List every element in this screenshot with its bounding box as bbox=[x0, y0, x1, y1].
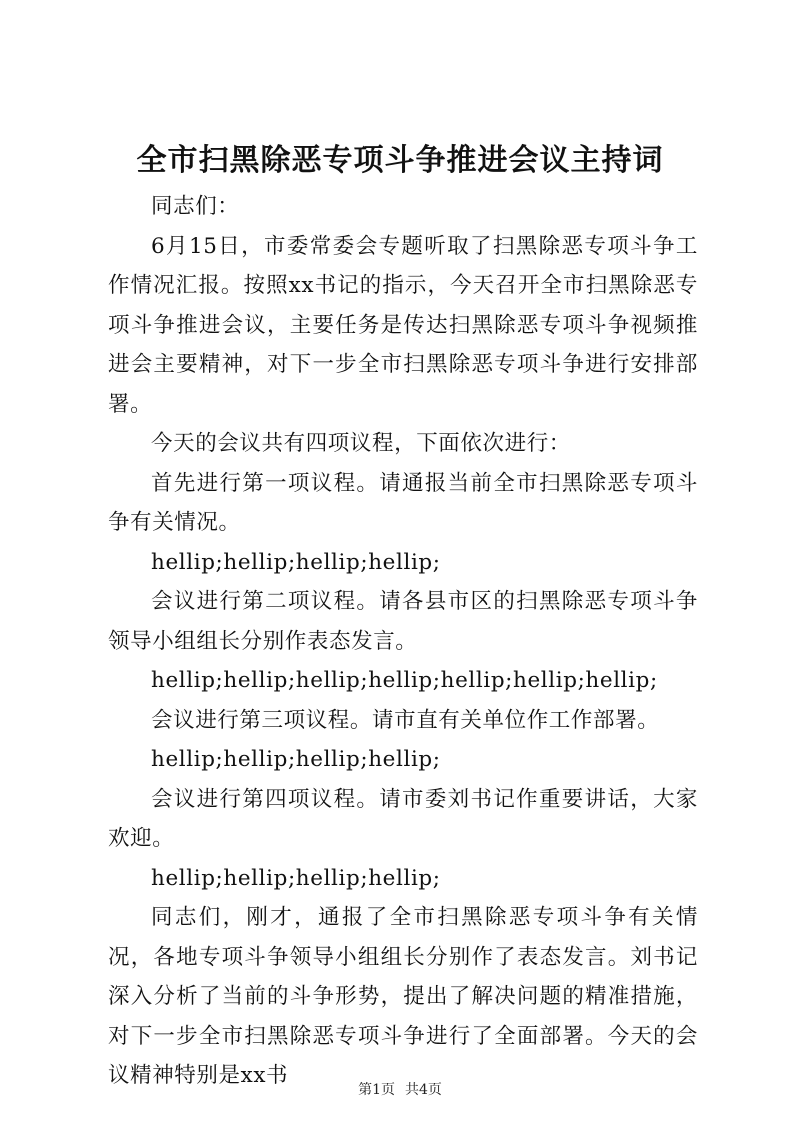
document-title: 全市扫黑除恶专项斗争推进会议主持词 bbox=[136, 143, 664, 178]
paragraph: 会议进行第二项议程。请各县市区的扫黑除恶专项斗争领导小组组长分别作表态发言。 bbox=[108, 589, 698, 654]
paragraph: 今天的会议共有四项议程，下面依次进行： bbox=[151, 431, 571, 456]
page-footer bbox=[0, 1080, 800, 1100]
page-number: 第1页 bbox=[358, 1082, 395, 1098]
paragraph-ellipsis: hellip;hellip;hellip;hellip; bbox=[151, 549, 441, 575]
paragraph: 会议进行第四项议程。请市委刘书记作重要讲话，大家欢迎。 bbox=[108, 786, 698, 851]
paragraph-greeting: 同志们： bbox=[151, 194, 240, 219]
paragraph-ellipsis: hellip;hellip;hellip;hellip; bbox=[151, 865, 441, 891]
paragraph-ellipsis: hellip;hellip;hellip;hellip; bbox=[151, 747, 441, 772]
paragraph: 首先进行第一项议程。请通报当前全市扫黑除恶专项斗争有关情况。 bbox=[108, 470, 698, 535]
paragraph: 6月15日，市委常委会专题听取了扫黑除恶专项斗争工作情况汇报。按照xx书记的指示，今天召开全市扫黑除恶专项斗争推进会议，主要任务是传达扫黑除恶专项斗争视频推进会主要精神，对下一步全市扫黑除恶专项斗争进行安排部署。 bbox=[108, 233, 698, 417]
paragraph: 同志们，刚才，通报了全市扫黑除恶专项斗争有关情况，各地专项斗争领导小组组长分别作了表态发言。刘书记深入分析了当前的斗争形势，提出了解决问题的精准措施，对下一步全市扫黑除恶专项斗争进行了全面部署。今天的会议精神特别是xx书 bbox=[108, 905, 698, 1088]
paragraph-ellipsis: hellip;hellip;hellip;hellip;hellip;hellip;hellip; bbox=[151, 668, 658, 693]
page-total: 共4页 bbox=[405, 1082, 442, 1098]
document-body bbox=[108, 187, 698, 1096]
paragraph: 会议进行第三项议程。请市直有关单位作工作部署。 bbox=[151, 707, 660, 733]
